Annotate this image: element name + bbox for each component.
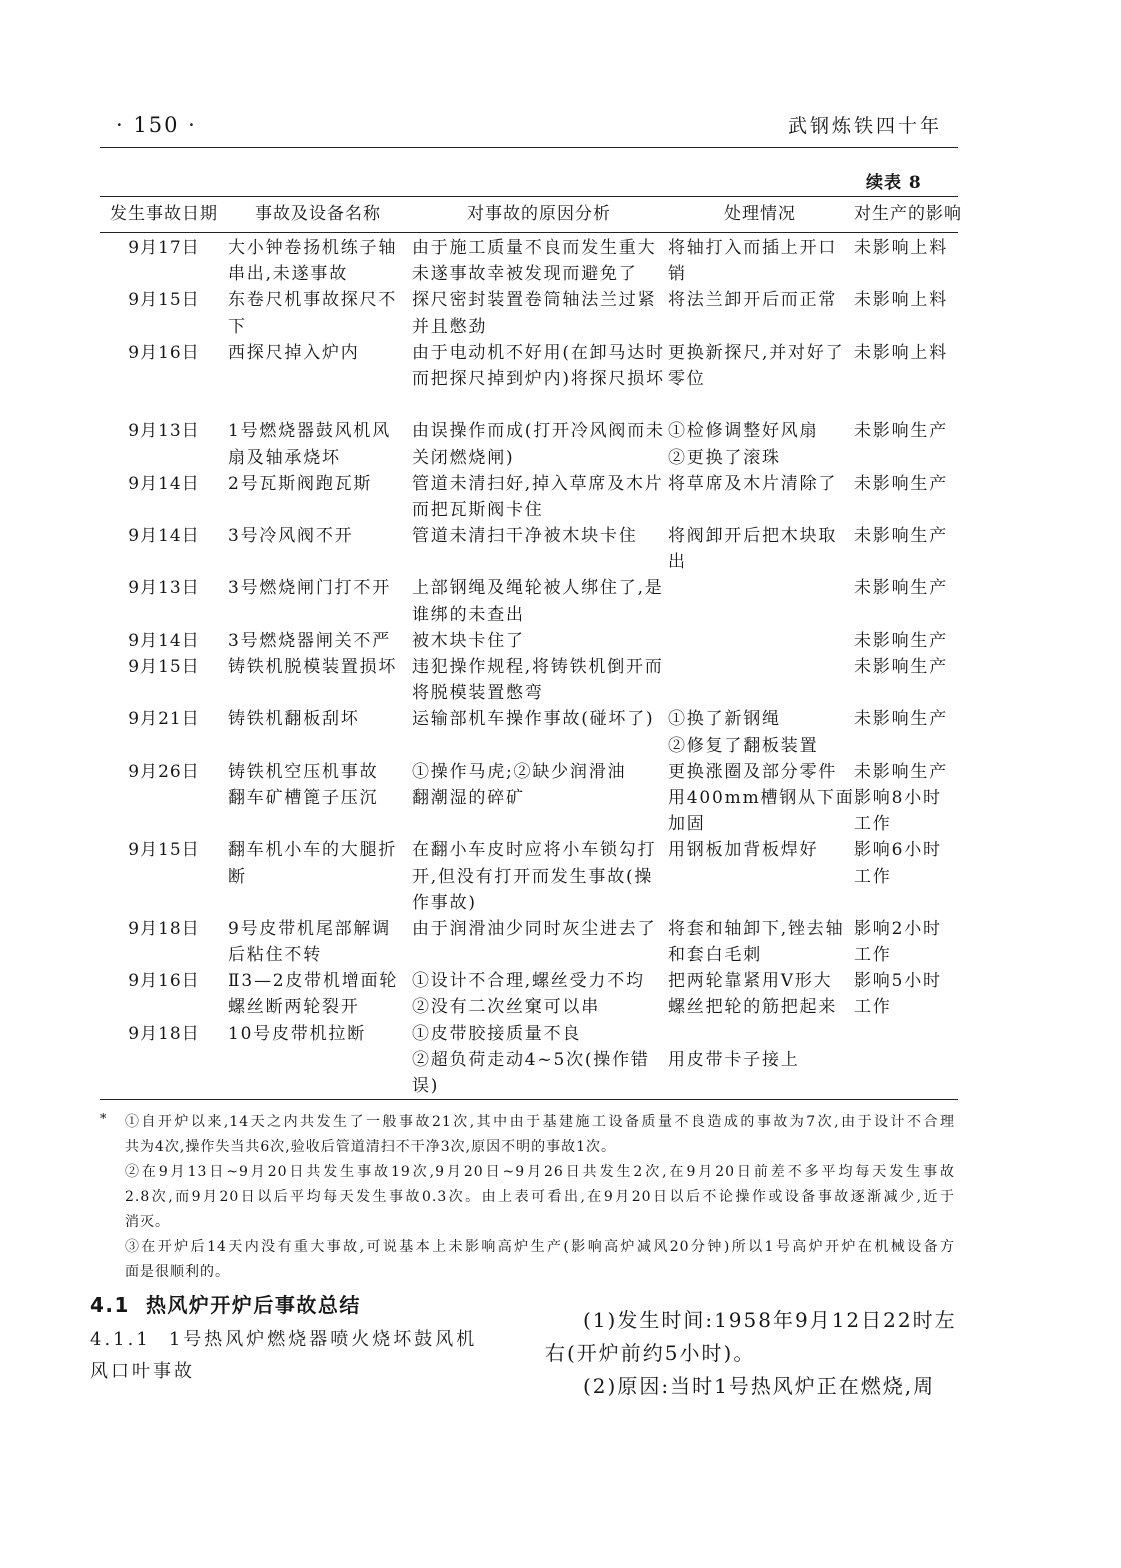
cause-cell	[412, 759, 666, 838]
date-text: 9月15日	[128, 657, 200, 678]
table-row	[100, 837, 958, 916]
handling-text: 加固	[668, 814, 706, 835]
footnote-line: ②在9月13日~9月20日共发生事故19次,9月20日~9月26日共发生2次,在9月20日前差不多平均每天发生事故	[125, 1164, 955, 1180]
cause-cell	[412, 837, 666, 916]
equipment-text: 螺丝断两轮裂开	[228, 997, 360, 1018]
equipment-cell	[228, 916, 408, 968]
handling-text: 和套白毛刺	[668, 945, 762, 966]
cause-text: ②超负荷走动4~5次(操作错	[412, 1049, 650, 1070]
cause-text: ②没有二次丝窠可以串	[412, 997, 600, 1018]
cause-text: 违犯操作规程,将铸铁机倒开而	[412, 657, 664, 678]
impact-cell	[854, 628, 956, 654]
cause-cell	[412, 916, 666, 968]
page-number: · 150 ·	[116, 113, 197, 137]
date-cell	[105, 418, 223, 470]
cause-cell	[412, 575, 666, 627]
date-cell	[105, 1021, 223, 1100]
impact-cell	[854, 837, 956, 916]
date-cell	[105, 523, 223, 575]
handling-text	[668, 1021, 852, 1047]
date-cell	[105, 340, 223, 419]
handling-cell	[668, 1021, 852, 1100]
table-continued-label: 续表 8	[866, 173, 922, 193]
equipment-text: 9号皮带机尾部解调	[228, 918, 392, 939]
impact-text: 未影响生产	[854, 421, 948, 442]
equipment-text: 翻车机小车的大腿折	[228, 840, 398, 861]
impact-cell	[854, 916, 956, 968]
equipment-text: 下	[228, 316, 247, 337]
impact-text: 影响6小时	[854, 840, 942, 861]
column-header-equipment: 事故及设备名称	[255, 204, 381, 224]
cause-text: 将脱模装置憋弯	[412, 683, 544, 704]
impact-text: 未影响上料	[854, 290, 948, 311]
date-text: 9月16日	[128, 971, 200, 992]
handling-text: ②更换了滚珠	[668, 447, 781, 468]
equipment-text: 西探尺掉入炉内	[228, 342, 360, 363]
cause-text: 由于电动机不好用(在卸马达时	[412, 342, 665, 363]
cause-cell	[412, 1021, 666, 1100]
table-row	[100, 706, 958, 758]
impact-text: 未影响生产	[854, 657, 948, 678]
handling-text: 将套和轴卸下,锉去轴	[668, 918, 845, 939]
handling-text: 零位	[668, 368, 706, 389]
date-cell	[105, 837, 223, 916]
equipment-cell	[228, 759, 408, 838]
column-header-impact: 对生产的影响	[854, 204, 962, 224]
equipment-cell	[228, 340, 408, 419]
column-header-cause: 对事故的原因分析	[467, 204, 611, 224]
footnote-line: 共为4次,操作失当共6次,验收后管道清扫不干净3次,原因不明的事故1次。	[125, 1139, 616, 1155]
handling-cell	[668, 340, 852, 419]
equipment-cell	[228, 235, 408, 287]
equipment-text: Ⅱ3—2皮带机增面轮	[228, 971, 399, 992]
cause-cell	[412, 628, 666, 654]
date-text: 9月18日	[128, 918, 200, 939]
footnote-paragraph	[125, 1160, 955, 1235]
impact-cell	[854, 340, 956, 419]
equipment-cell	[228, 1021, 408, 1100]
equipment-cell	[228, 287, 408, 339]
cause-text: 由于施工质量不良而发生重大	[412, 238, 657, 258]
cause-text: 而把瓦斯阀卡住	[412, 499, 544, 520]
equipment-text: 3号燃烧器闸关不严	[228, 630, 392, 651]
cause-text: 探尺密封装置卷筒轴法兰过紧	[412, 290, 657, 311]
equipment-text: 10号皮带机拉断	[228, 1023, 367, 1044]
handling-text: 将轴打入而插上开口	[668, 238, 838, 258]
impact-cell	[854, 235, 956, 287]
handling-text: 将草席及木片清除了	[668, 473, 838, 494]
date-cell	[105, 706, 223, 758]
equipment-cell	[228, 837, 408, 916]
handling-text: 将法兰卸开后而正常	[668, 290, 838, 311]
impact-text: 工作	[854, 866, 892, 887]
cause-text: 开,但没有打开而发生事故(操	[412, 866, 654, 887]
equipment-text: 3号冷风阀不开	[228, 526, 354, 547]
handling-text: 用400mm槽钢从下面	[668, 787, 855, 808]
equipment-cell	[228, 628, 408, 654]
header-rule	[100, 147, 958, 148]
cause-text: 管道未清扫干净被木块卡住	[412, 526, 638, 547]
handling-text: 螺丝把轮的筋把起来	[668, 997, 838, 1018]
equipment-cell	[228, 706, 408, 758]
cause-cell	[412, 471, 666, 523]
date-cell	[105, 235, 223, 287]
cause-text: ①操作马虎;②缺少润滑油	[412, 761, 627, 782]
subsection-title-text: 1号热风炉燃烧器喷火烧坏鼓风机	[168, 1329, 478, 1350]
cause-text: 由于润滑油少同时灰尘进去了	[412, 918, 657, 939]
handling-text: 更换新探尺,并对好了	[668, 342, 845, 363]
date-text: 9月13日	[128, 421, 200, 442]
handling-cell	[668, 575, 852, 627]
handling-cell	[668, 418, 852, 470]
cause-text: 由误操作而成(打开冷风阀而未	[412, 421, 665, 442]
footnote-line: 面是很顺利的。	[125, 1264, 230, 1280]
footnote-line: 2.8次,而9月20日以后平均每天发生事故0.3次。由上表可看出,在9月20日以后不论操作或设备事故逐渐减少,近于	[125, 1189, 955, 1205]
handling-cell	[668, 706, 852, 758]
table-row	[100, 418, 958, 470]
footnote-line: ③在开炉后14天内没有重大事故,可说基本上未影响高炉生产(影响高炉减风20分钟)所以1号高炉开炉在机械设备方	[125, 1239, 955, 1255]
subsection-title-line	[90, 1324, 477, 1356]
handling-cell	[668, 628, 852, 654]
cause-text: 关闭燃烧闸)	[412, 447, 515, 468]
equipment-text: 扇及轴承烧坏	[228, 447, 341, 468]
equipment-cell	[228, 523, 408, 575]
impact-text: 未影响生产	[854, 630, 948, 651]
handling-cell	[668, 235, 852, 287]
date-text: 9月14日	[128, 630, 200, 651]
handling-cell	[668, 287, 852, 339]
impact-text: 工作	[854, 814, 892, 835]
cause-text: 管道未清扫好,掉入草席及木片	[412, 473, 664, 494]
cause-cell	[412, 968, 666, 1020]
impact-cell	[854, 706, 956, 758]
handling-cell	[668, 471, 852, 523]
table-row	[100, 340, 958, 419]
equipment-text: 铸铁机空压机事故	[228, 761, 379, 782]
subsection-title-line: 风口叶事故	[90, 1361, 195, 1382]
impact-text: 影响8小时	[854, 787, 942, 808]
date-text: 9月26日	[128, 761, 200, 782]
footnote-line: 消灭。	[125, 1214, 170, 1230]
date-text: 9月18日	[128, 1023, 200, 1044]
handling-cell	[668, 654, 852, 706]
cause-text: 谁绑的未查出	[412, 604, 525, 625]
cause-text: 误)	[412, 1076, 440, 1097]
section-number: 4.1	[90, 1293, 130, 1317]
impact-text: 未影响生产	[854, 578, 948, 599]
impact-cell	[854, 575, 956, 627]
cause-text: 作事故)	[412, 892, 477, 913]
handling-text: ①换了新钢绳	[668, 709, 781, 730]
handling-text: ①检修调整好风扇	[668, 421, 819, 442]
impact-cell	[854, 287, 956, 339]
handling-text: 用皮带卡子接上	[668, 1049, 800, 1070]
table-row	[100, 654, 958, 706]
footnote-paragraph	[125, 1110, 955, 1160]
table-row	[100, 287, 958, 339]
equipment-text: 串出,未遂事故	[228, 264, 349, 285]
impact-text: 未影响生产	[854, 526, 948, 547]
body-text	[545, 1304, 955, 1403]
footnote-paragraph	[125, 1235, 955, 1285]
table-row	[100, 235, 958, 287]
date-cell	[105, 628, 223, 654]
body-line: (2)原因:当时1号热风炉正在燃烧,周	[583, 1374, 936, 1398]
table-body	[100, 233, 958, 1099]
impact-cell	[854, 1021, 956, 1100]
cause-cell	[412, 706, 666, 758]
impact-text: 未影响生产	[854, 709, 948, 730]
impact-cell	[854, 654, 956, 706]
date-cell	[105, 916, 223, 968]
impact-cell	[854, 759, 956, 838]
impact-cell	[854, 418, 956, 470]
footnote-marker: *	[100, 1112, 108, 1127]
cause-text: 而把探尺掉到炉内)将探尺损坏	[412, 368, 665, 389]
cause-cell	[412, 340, 666, 419]
date-text: 9月15日	[128, 290, 200, 311]
equipment-text: 铸铁机脱模装置损坏	[228, 657, 398, 678]
handling-text: ②修复了翻板装置	[668, 735, 819, 756]
impact-text: 工作	[854, 945, 892, 966]
table-row	[100, 916, 958, 968]
footnotes	[100, 1110, 955, 1285]
section-title: 热风炉开炉后事故总结	[145, 1293, 361, 1317]
equipment-text: 后粘住不转	[228, 945, 322, 966]
equipment-cell	[228, 471, 408, 523]
footnote-line: ①自开炉以来,14天之内共发生了一般事故21次,其中由于基建施工设备质量不良造成的事故为7次,由于设计不合理	[125, 1114, 955, 1130]
cause-text: ①皮带胶接质量不良	[412, 1023, 582, 1044]
impact-text: 影响2小时	[854, 918, 942, 939]
cause-text: 被木块卡住了	[412, 630, 525, 651]
equipment-text: 东卷尺机事故探尺不	[228, 290, 398, 311]
impact-cell	[854, 523, 956, 575]
accident-table	[100, 196, 962, 1100]
impact-text: 未影响生产	[854, 473, 948, 494]
cause-text: 运输部机车操作事故(碰坏了)	[412, 709, 655, 730]
cause-text: ①设计不合理,螺丝受力不均	[412, 971, 645, 992]
cause-cell	[412, 523, 666, 575]
date-cell	[105, 575, 223, 627]
date-text: 9月17日	[128, 238, 200, 258]
equipment-text: 1号燃烧器鼓风机风	[228, 421, 392, 442]
handling-cell	[668, 523, 852, 575]
equipment-text: 大小钟卷扬机练子轴	[228, 238, 398, 258]
equipment-cell	[228, 418, 408, 470]
cause-text: 翻潮湿的碎矿	[412, 787, 525, 808]
table-row	[100, 759, 958, 838]
impact-cell	[854, 471, 956, 523]
date-text: 9月14日	[128, 526, 200, 547]
handling-cell	[668, 837, 852, 916]
equipment-cell	[228, 654, 408, 706]
handling-text: 将阀卸开后把木块取	[668, 526, 838, 547]
date-text: 9月16日	[128, 342, 200, 363]
table-header-row	[100, 197, 962, 233]
handling-text: 更换涨圈及部分零件	[668, 761, 838, 782]
subsection-heading	[90, 1324, 477, 1388]
date-text: 9月14日	[128, 473, 200, 494]
impact-text: 未影响上料	[854, 238, 948, 258]
cause-cell	[412, 287, 666, 339]
date-cell	[105, 968, 223, 1020]
handling-cell	[668, 759, 855, 838]
cause-text: 未遂事故幸被发现而避免了	[412, 264, 638, 285]
handling-text: 把两轮靠紧用V形大	[668, 971, 833, 992]
impact-text: 影响5小时	[854, 971, 942, 992]
cause-cell	[412, 235, 666, 287]
date-cell	[105, 471, 223, 523]
table-row	[100, 1021, 958, 1100]
body-line: 右(开炉前约5小时)。	[545, 1341, 756, 1365]
date-cell	[105, 287, 223, 339]
date-cell	[105, 654, 223, 706]
table-row	[100, 628, 958, 654]
section-heading	[90, 1290, 361, 1320]
column-header-date: 发生事故日期	[110, 204, 218, 224]
running-title: 武钢炼铁四十年	[788, 115, 943, 137]
impact-cell	[854, 968, 956, 1020]
equipment-text: 翻车矿槽篦子压沉	[228, 787, 379, 808]
equipment-cell	[228, 968, 408, 1020]
cause-cell	[412, 418, 666, 470]
date-text: 9月15日	[128, 840, 200, 861]
subsection-number: 4.1.1	[90, 1329, 151, 1350]
equipment-text: 铸铁机翻板刮坏	[228, 709, 360, 730]
handling-text: 用钢板加背板焊好	[668, 840, 819, 861]
table-row	[100, 968, 958, 1020]
handling-cell	[668, 968, 852, 1020]
impact-text: 未影响生产	[854, 761, 948, 782]
date-cell	[105, 759, 223, 838]
impact-text: 未影响上料	[854, 342, 948, 363]
equipment-text: 2号瓦斯阀跑瓦斯	[228, 473, 373, 494]
column-header-handling: 处理情况	[724, 204, 796, 224]
impact-text: 工作	[854, 997, 892, 1018]
table-row	[100, 523, 958, 575]
table-row	[100, 471, 958, 523]
equipment-cell	[228, 575, 408, 627]
table-row	[100, 575, 958, 627]
handling-cell	[668, 916, 852, 968]
cause-text: 并且憋劲	[412, 316, 488, 337]
cause-cell	[412, 654, 666, 706]
date-text: 9月13日	[128, 578, 200, 599]
date-text: 9月21日	[128, 709, 200, 730]
handling-text: 出	[668, 552, 687, 573]
cause-text: 在翻小车皮时应将小车锁勾打	[412, 840, 657, 861]
equipment-text: 3号燃烧闸门打不开	[228, 578, 392, 599]
handling-text: 销	[668, 264, 687, 285]
equipment-text: 断	[228, 866, 247, 887]
body-line: (1)发生时间:1958年9月12日22时左	[583, 1308, 957, 1332]
cause-text: 上部钢绳及绳轮被人绑住了,是	[412, 578, 664, 599]
